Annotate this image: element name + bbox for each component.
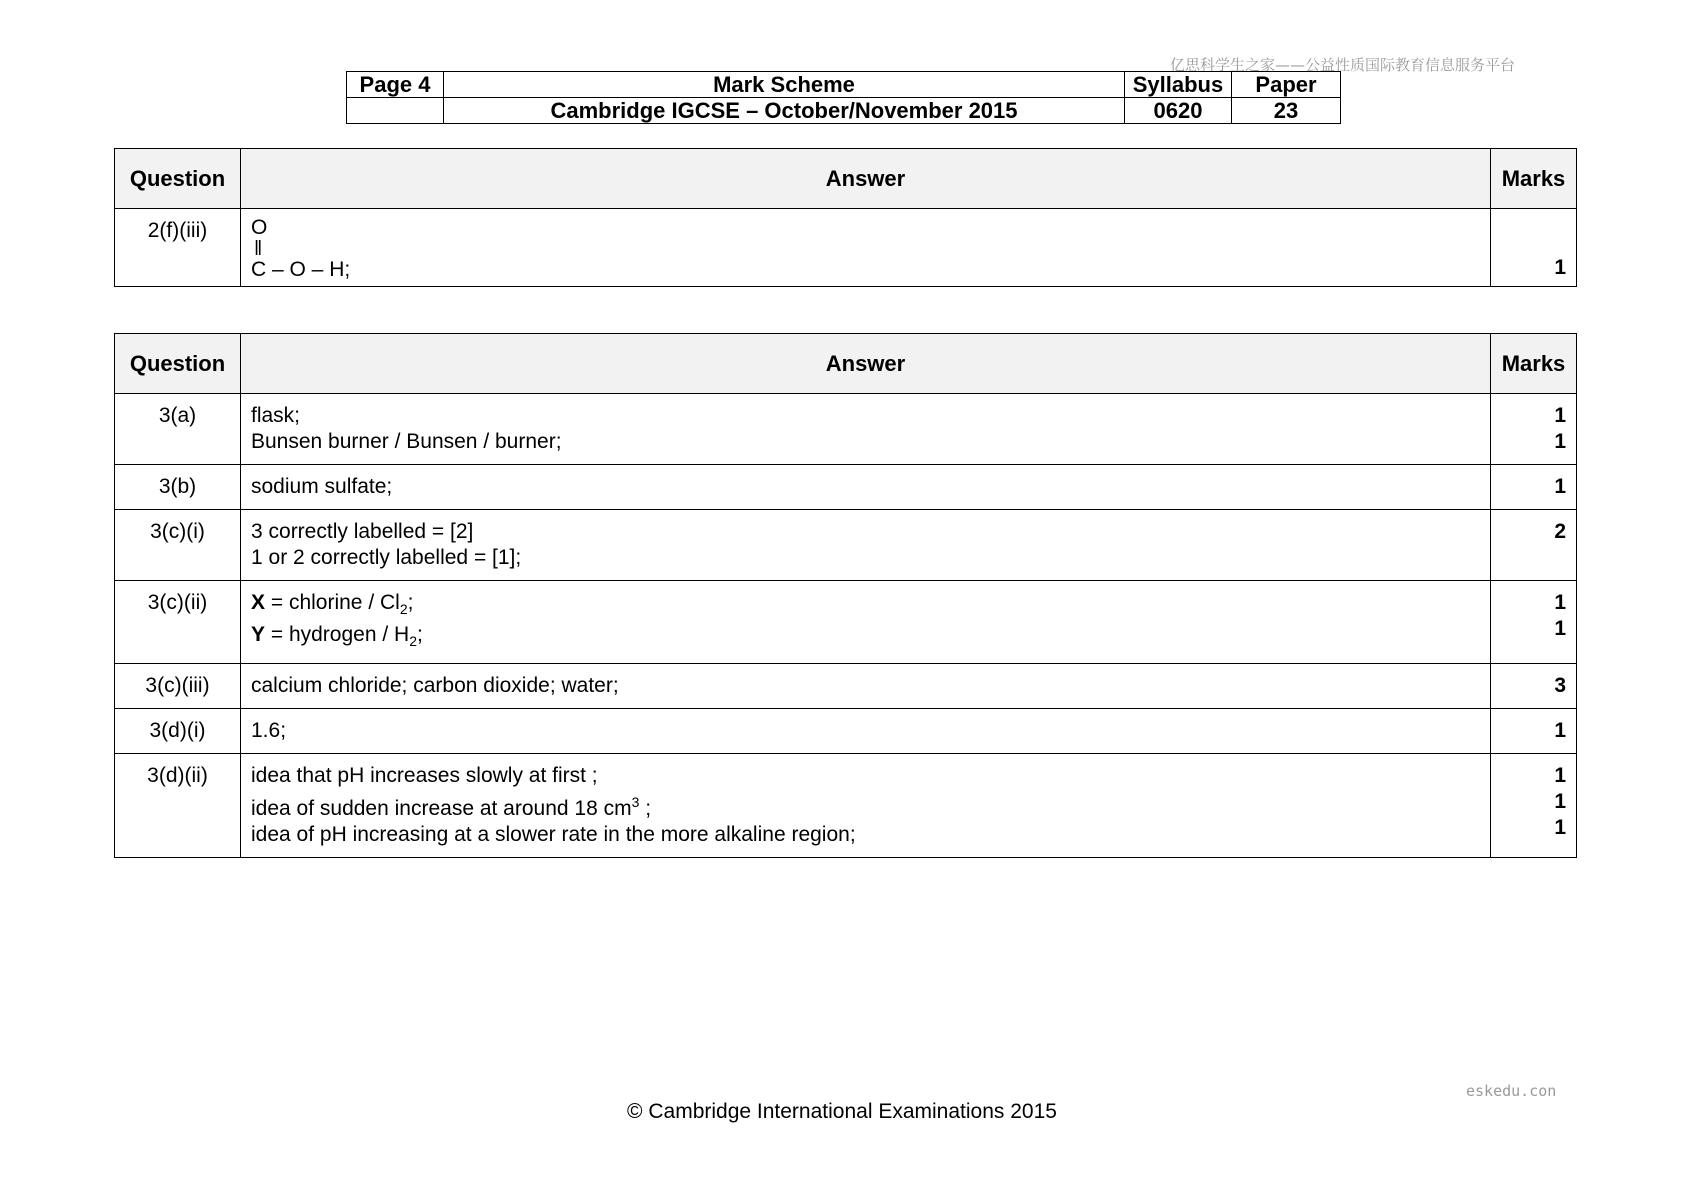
answer-line <box>251 622 1480 654</box>
table-row <box>115 709 1577 754</box>
table-row <box>115 581 1577 664</box>
marks-value: 1 <box>1554 475 1566 498</box>
paper-label: Paper <box>1232 72 1341 98</box>
marks-value: 1 <box>1554 404 1566 427</box>
document-title: Mark Scheme <box>444 72 1125 98</box>
marks-cell <box>1491 709 1577 754</box>
answer-end: ; <box>639 797 652 821</box>
answer-text: = hydrogen / H <box>265 623 410 647</box>
answer-line <box>251 789 1480 822</box>
mark-scheme-table-1 <box>114 148 1577 287</box>
answer-cell <box>241 510 1491 581</box>
label-y: Y <box>251 623 266 647</box>
table-header-row <box>115 334 1577 394</box>
answer-cell <box>241 465 1491 510</box>
marks-value: 3 <box>1554 674 1566 698</box>
mark-scheme-table-2 <box>114 333 1577 858</box>
marks-cell <box>1491 394 1577 465</box>
marks-value: 2 <box>1554 520 1566 543</box>
marks-cell <box>1491 581 1577 664</box>
table-row <box>115 394 1577 465</box>
page-number-blank <box>347 98 444 124</box>
marks-value: 1 <box>1554 591 1566 614</box>
question-number: 3(c)(i) <box>115 510 241 581</box>
answer-cell <box>241 394 1491 465</box>
answer-line: 1 or 2 correctly labelled = [1]; <box>251 546 522 569</box>
subscript: 2 <box>399 601 408 618</box>
answer-end: ; <box>416 623 423 647</box>
question-number: 2(f)(iii) <box>115 209 241 287</box>
answer-end: ; <box>407 591 414 614</box>
table-row <box>115 510 1577 581</box>
question-number: 3(c)(ii) <box>115 581 241 664</box>
footer-copyright: © Cambridge International Examinations 2015 <box>627 1100 1057 1123</box>
marks-cell <box>1491 664 1577 709</box>
question-number: 3(d)(i) <box>115 709 241 754</box>
subscript: 2 <box>409 633 417 650</box>
structure-oxygen: O <box>251 216 268 239</box>
answer-line: calcium chloride; carbon dioxide; water; <box>251 674 619 698</box>
structure-answer <box>241 209 1491 287</box>
marks-cell <box>1491 510 1577 581</box>
header-table <box>346 71 1341 124</box>
label-x: X <box>251 591 266 614</box>
syllabus-code: 0620 <box>1125 98 1232 124</box>
question-number: 3(d)(ii) <box>115 754 241 858</box>
marks-value: 1 <box>1554 816 1566 840</box>
question-number: 3(c)(iii) <box>115 664 241 709</box>
marks-cell <box>1491 754 1577 858</box>
marks-header: Marks <box>1491 149 1577 209</box>
answer-cell <box>241 709 1491 754</box>
answer-line: Bunsen burner / Bunsen / burner; <box>251 430 562 453</box>
watermark-bottom: eskedu.con <box>1466 1082 1557 1100</box>
double-bond-icon: ‖ <box>254 238 263 260</box>
answer-cell <box>241 754 1491 858</box>
answer-line: flask; <box>251 404 301 427</box>
syllabus-label: Syllabus <box>1125 72 1232 98</box>
table-row <box>115 664 1577 709</box>
answer-line: idea that pH increases slowly at first ; <box>251 764 598 788</box>
paper-number: 23 <box>1232 98 1341 124</box>
question-number: 3(b) <box>115 465 241 510</box>
table-row <box>115 209 1577 287</box>
answer-text: idea of sudden increase at around 18 cm <box>251 797 632 821</box>
question-number: 3(a) <box>115 394 241 465</box>
table-row <box>115 754 1577 858</box>
question-header: Question <box>115 334 241 394</box>
watermark-top: 亿思科学生之家——公益性质国际教育信息服务平台 <box>1170 56 1516 74</box>
marks-cell <box>1491 465 1577 510</box>
document-subtitle: Cambridge IGCSE – October/November 2015 <box>444 98 1125 124</box>
marks-value: 1 <box>1491 209 1577 287</box>
superscript: 3 <box>631 794 640 811</box>
table-row <box>115 465 1577 510</box>
answer-cell <box>241 581 1491 664</box>
marks-value: 1 <box>1554 719 1566 743</box>
answer-header: Answer <box>241 149 1491 209</box>
marks-header: Marks <box>1491 334 1577 394</box>
answer-line: idea of pH increasing at a slower rate in the more alkaline region; <box>251 823 856 847</box>
marks-value: 1 <box>1554 617 1566 640</box>
answer-line: sodium sulfate; <box>251 475 393 498</box>
marks-value: 1 <box>1554 764 1566 788</box>
answer-line: 1.6; <box>251 719 287 743</box>
structure-cooh: C – O – H; <box>251 258 351 281</box>
table-header-row <box>115 149 1577 209</box>
answer-line <box>251 590 1480 622</box>
answer-header: Answer <box>241 334 1491 394</box>
answer-text: = chlorine / Cl <box>265 591 400 614</box>
question-header: Question <box>115 149 241 209</box>
page-number: Page 4 <box>347 72 444 98</box>
answer-cell <box>241 664 1491 709</box>
marks-value: 1 <box>1554 790 1566 814</box>
marks-value: 1 <box>1554 430 1566 453</box>
answer-line: 3 correctly labelled = [2] <box>251 520 474 543</box>
